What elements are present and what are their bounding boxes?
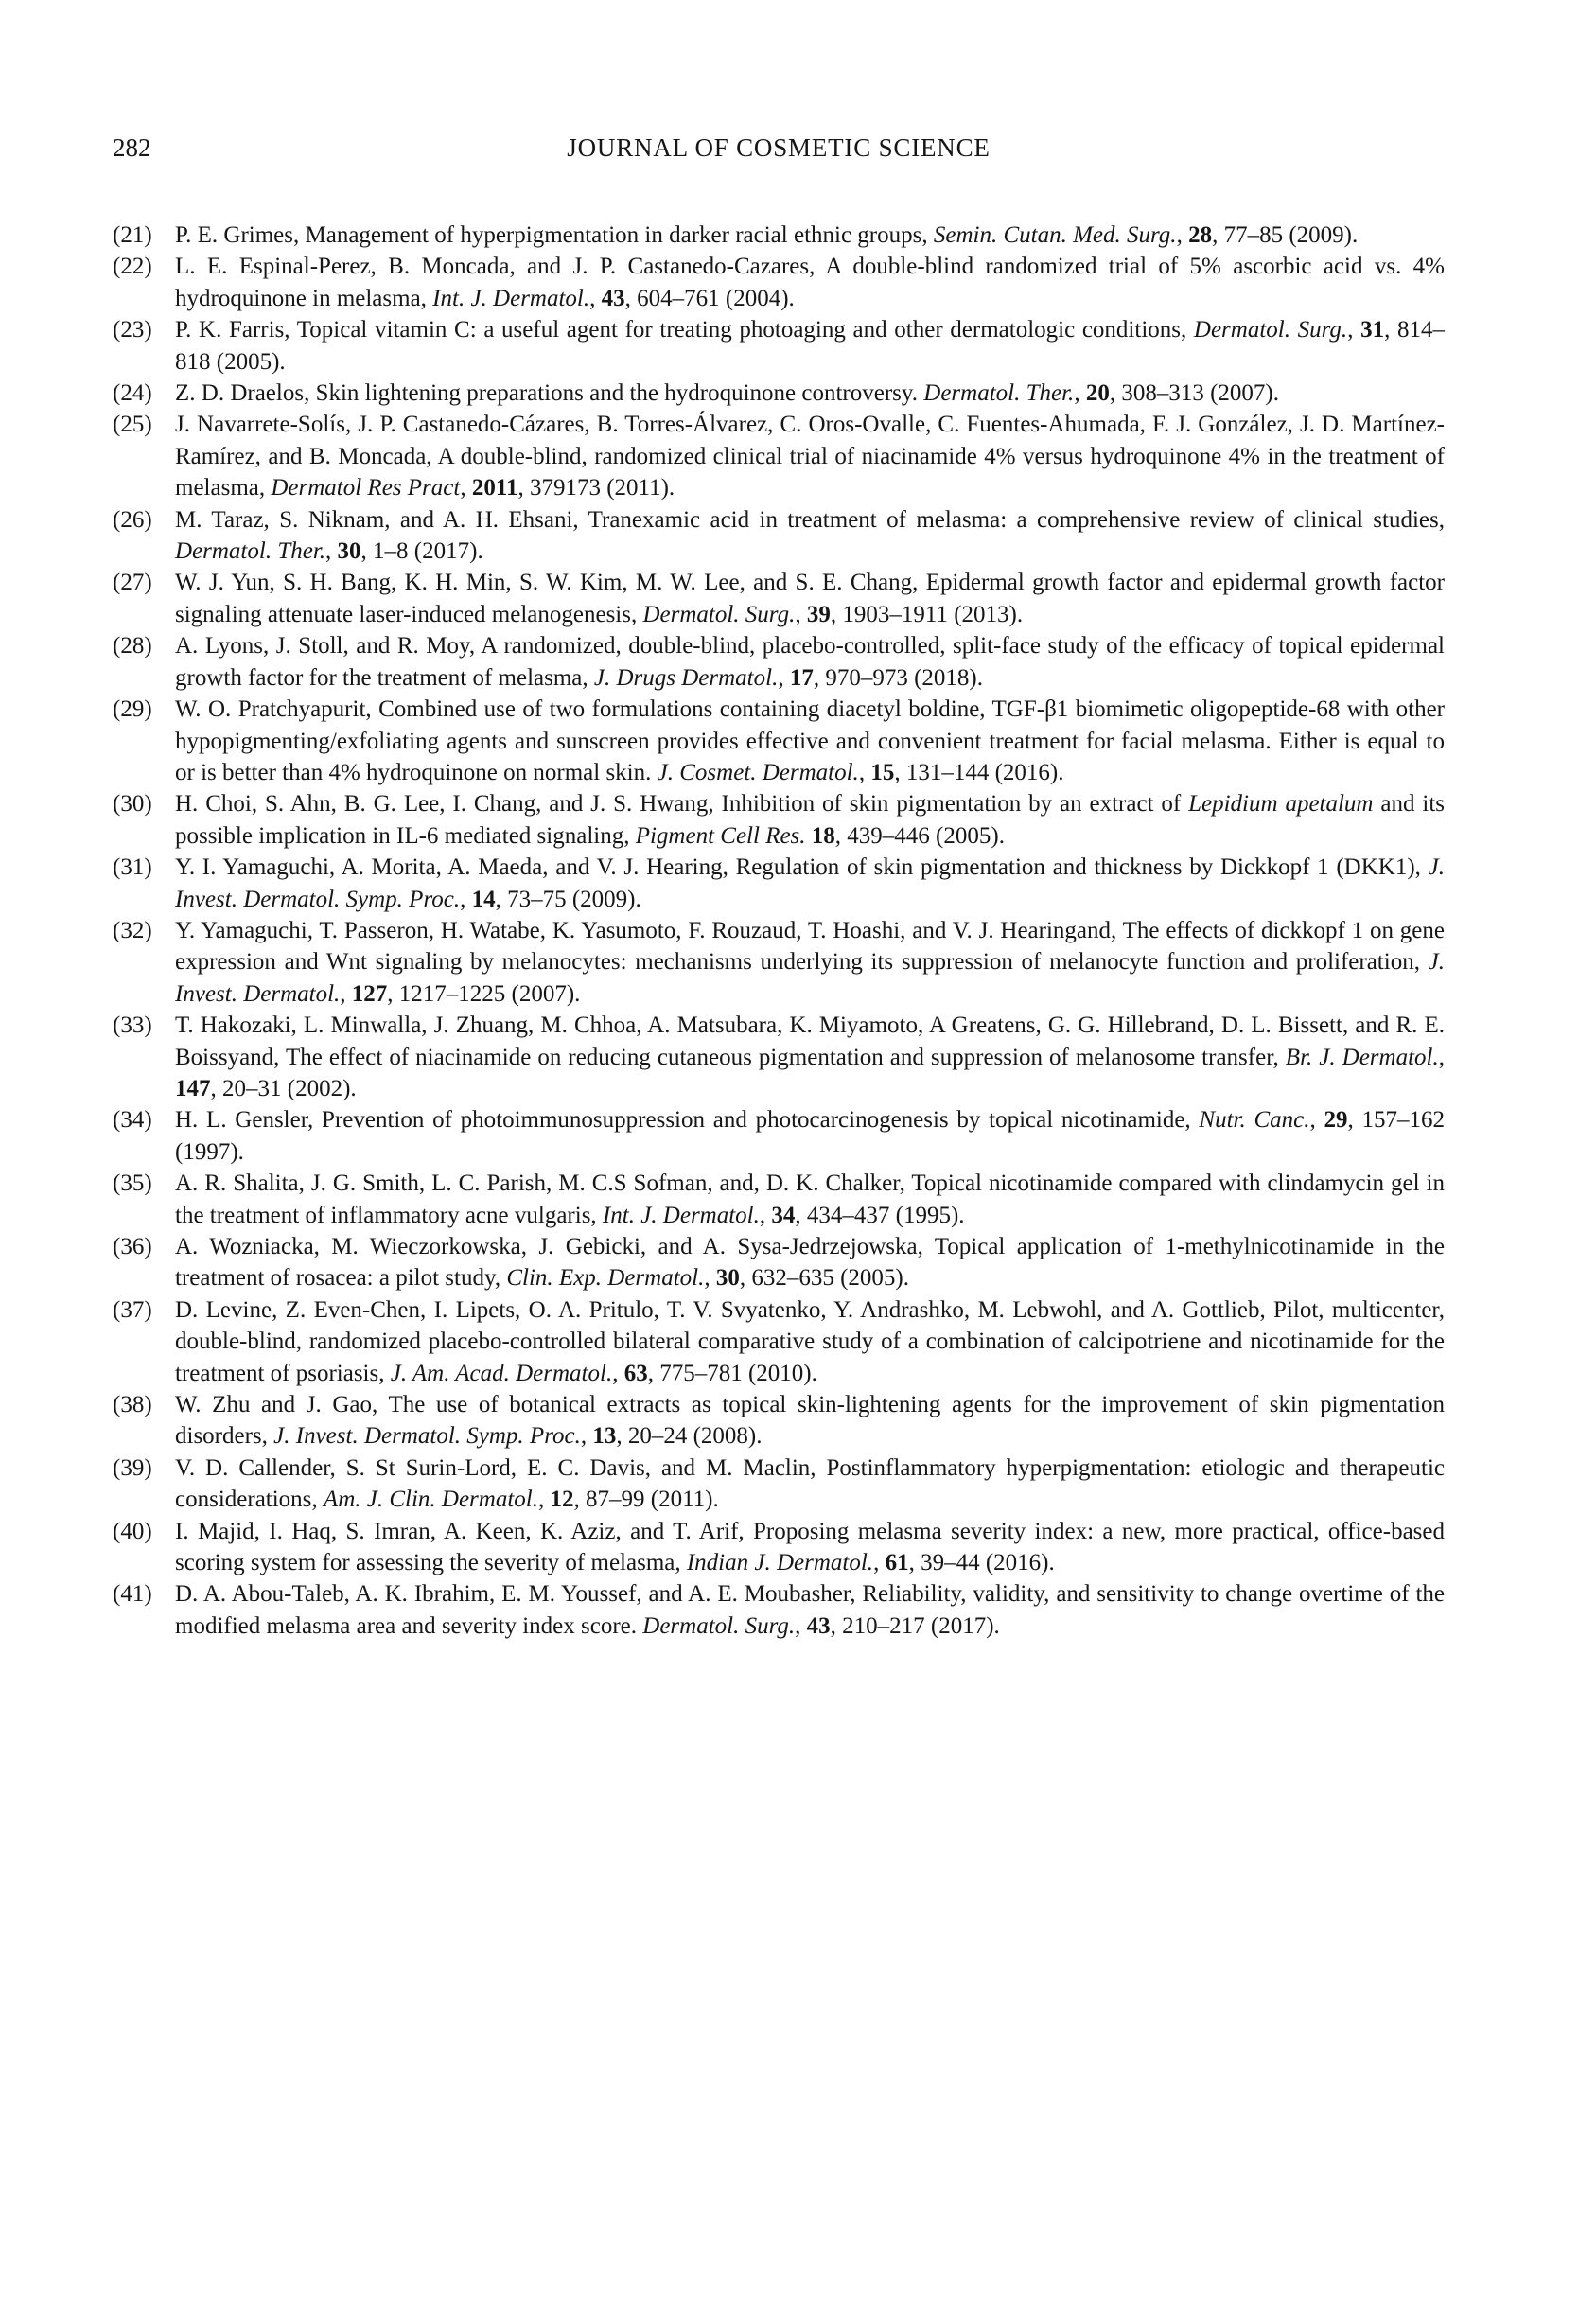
reference-item	[113, 378, 1445, 409]
reference-text-plain: J. Navarrete-Solís, J. P. Castanedo-Cázares, B. Torres-Álvarez, C. Oros-Ovalle, C. Fuentes-Ahumada, F. J. González, J. D. Martínez-Ramírez, and B. Moncada, A double-blind, randomized clinical trial of niacinamide 4% versus hydroquinone 4% in the treatment of melasma,	[175, 412, 1445, 502]
reference-text-italic: J. Cosmet. Dermatol.	[657, 759, 859, 785]
reference-item	[113, 630, 1445, 694]
reference-text-plain: ,	[778, 664, 790, 691]
reference-text-italic: Dermatol. Surg.	[1193, 317, 1348, 343]
reference-text-plain: , 775–781 (2010).	[647, 1360, 817, 1386]
reference-text-plain: , 39–44 (2016).	[908, 1550, 1055, 1576]
reference-text-plain: , 604–761 (2004).	[624, 285, 795, 311]
reference-text-plain: and its possible implication in IL-6 mediated signaling,	[175, 791, 1445, 849]
reference-item	[113, 1168, 1445, 1231]
reference-text-bold: 29	[1324, 1107, 1348, 1134]
reference-text-italic: Semin. Cutan. Med. Surg.	[933, 222, 1177, 248]
reference-item	[113, 788, 1445, 852]
reference-item	[113, 1452, 1445, 1516]
reference-text-plain: ,	[460, 475, 472, 502]
reference-text-plain: , 970–973 (2018).	[813, 664, 983, 691]
reference-number: (36)	[113, 1234, 152, 1259]
reference-text-plain: ,	[795, 601, 807, 627]
reference-text-italic: Int. J. Dermatol.	[602, 1202, 760, 1228]
page-header	[113, 131, 1445, 165]
reference-text-plain: Y. Yamaguchi, T. Passeron, H. Watabe, K. Yasumoto, F. Rouzaud, T. Hoashi, and V. J. Hearingand, The effects of dickkopf 1 on gene expression and Wnt signaling by melanocytes: mechanisms underlying its suppression of melanocyte function and proliferation,	[175, 917, 1445, 976]
reference-item	[113, 915, 1445, 1010]
reference-text-plain: ,	[325, 538, 338, 565]
reference-text-italic: J. Invest. Dermatol. Symp. Proc.	[175, 854, 1445, 912]
reference-text-italic: Int. J. Dermatol.	[432, 285, 590, 311]
reference-text-plain: W. J. Yun, S. H. Bang, K. H. Min, S. W. Kim, M. W. Lee, and S. E. Chang, Epidermal growth factor and epidermal growth factor signaling attenuate laser-induced melanogenesis,	[175, 570, 1445, 627]
reference-item	[113, 1294, 1445, 1389]
reference-number: (33)	[113, 1012, 152, 1039]
reference-item	[113, 1389, 1445, 1452]
reference-text-italic: Indian J. Dermatol.	[686, 1550, 874, 1576]
reference-text-bold: 20	[1085, 380, 1110, 407]
reference-text-bold: 17	[789, 664, 814, 691]
reference-item	[113, 694, 1445, 788]
reference-text-italic: Br. J. Dermatol.	[1285, 1044, 1439, 1070]
reference-text-plain: , 87–99 (2011).	[573, 1487, 719, 1513]
reference-text-plain: ,	[1438, 1044, 1445, 1070]
reference-text-plain: ,	[340, 980, 352, 1007]
reference-text-plain: , 210–217 (2017).	[830, 1612, 1000, 1639]
reference-text-bold: 43	[601, 285, 625, 311]
reference-number: (29)	[113, 696, 152, 723]
reference-text-plain: H. Choi, S. Ahn, B. G. Lee, I. Chang, and J. S. Hwang, Inhibition of skin pigmentation by an extract of	[175, 791, 1189, 818]
reference-text-plain: M. Taraz, S. Niknam, and A. H. Ehsani, Tranexamic acid in treatment of melasma: a comprehensive review of clinical studies,	[175, 506, 1445, 533]
reference-number: (37)	[113, 1296, 152, 1323]
reference-text-bold: 14	[471, 886, 496, 912]
reference-text-plain: ,	[589, 285, 602, 311]
reference-text-plain: ,	[858, 759, 871, 785]
reference-number: (26)	[113, 506, 152, 533]
reference-number: (32)	[113, 917, 152, 943]
references-list	[113, 220, 1445, 1642]
reference-number: (31)	[113, 854, 152, 881]
reference-text-plain: , 1217–1225 (2007).	[387, 980, 581, 1007]
reference-text-plain: , 20–31 (2002).	[210, 1075, 357, 1101]
reference-text-plain: A. R. Shalita, J. G. Smith, L. C. Parish, M. C.S Sofman, and, D. K. Chalker, Topical nicotinamide compared with clindamycin gel in the treatment of inflammatory acne vulgaris,	[175, 1171, 1445, 1228]
reference-text-bold: 61	[885, 1550, 909, 1576]
reference-item	[113, 567, 1445, 630]
reference-text-plain: , 632–635 (2005).	[739, 1265, 910, 1292]
reference-text-plain: L. E. Espinal-Perez, B. Moncada, and J. P. Castanedo-Cazares, A double-blind randomized trial of 5% ascorbic acid vs. 4% hydroquinone in melasma,	[175, 254, 1445, 311]
reference-text-italic: Dermatol. Surg.	[642, 1612, 796, 1639]
reference-text-plain: , 157–162 (1997).	[175, 1107, 1446, 1165]
reference-item	[113, 220, 1445, 251]
reference-text-plain: , 434–437 (1995).	[795, 1202, 965, 1228]
reference-text-italic: Dermatol. Ther.	[175, 538, 326, 565]
reference-text-italic: Clin. Exp. Dermatol.	[506, 1265, 705, 1292]
reference-item	[113, 409, 1445, 503]
reference-text-plain: , 77–85 (2009).	[1212, 222, 1359, 248]
reference-text-plain: , 73–75 (2009).	[495, 886, 641, 912]
reference-number: (27)	[113, 570, 152, 596]
reference-number: (41)	[113, 1581, 152, 1608]
reference-text-plain: ,	[580, 1423, 593, 1450]
reference-text-italic: J. Am. Acad. Dermatol.	[390, 1360, 613, 1386]
reference-text-bold: 34	[771, 1202, 796, 1228]
reference-text-italic: J. Drugs Dermatol.	[593, 664, 779, 691]
reference-item	[113, 504, 1445, 568]
reference-text-plain: ,	[795, 1612, 807, 1639]
reference-number: (24)	[113, 380, 152, 407]
reference-number: (25)	[113, 412, 152, 438]
reference-text-bold: 31	[1360, 317, 1385, 343]
reference-text-plain: A. Wozniacka, M. Wieczorkowska, J. Gebicki, and A. Sysa-Jedrzejowska, Topical application of 1-methylnicotinamide in the treatment of rosacea: a pilot study,	[175, 1234, 1445, 1292]
reference-item	[113, 1104, 1445, 1168]
reference-item	[113, 1010, 1445, 1104]
reference-number: (21)	[113, 222, 152, 248]
reference-text-italic: J. Invest. Dermatol.	[175, 949, 1445, 1007]
reference-text-bold: 18	[811, 822, 835, 849]
reference-text-plain: Z. D. Draelos, Skin lightening preparations and the hydroquinone controversy.	[175, 380, 924, 407]
reference-text-italic: Pigment Cell Res.	[635, 822, 806, 849]
reference-number: (28)	[113, 633, 152, 660]
reference-text-plain: ,	[1074, 380, 1086, 407]
reference-text-italic: Am. J. Clin. Dermatol.	[323, 1487, 538, 1513]
reference-text-plain: ,	[538, 1487, 551, 1513]
reference-text-italic: Dermatol. Ther.	[923, 380, 1075, 407]
reference-text-plain: ,	[873, 1550, 886, 1576]
reference-text-plain: P. K. Farris, Topical vitamin C: a useful agent for treating photoaging and other dermatologic conditions,	[175, 317, 1194, 343]
reference-number: (23)	[113, 317, 152, 343]
reference-text-plain: W. Zhu and J. Gao, The use of botanical extracts as topical skin-lightening agents for the improvement of skin pigmentation disorders,	[175, 1392, 1445, 1450]
reference-text-italic: Lepidium apetalum	[1188, 791, 1374, 818]
reference-text-bold: 13	[592, 1423, 617, 1450]
reference-number: (38)	[113, 1392, 152, 1418]
reference-text-plain: P. E. Grimes, Management of hyperpigmentation in darker racial ethnic groups,	[175, 222, 934, 248]
page-number: 282	[113, 133, 151, 162]
reference-number: (22)	[113, 254, 152, 280]
reference-text-bold: 63	[623, 1360, 648, 1386]
reference-text-italic: Nutr. Canc.	[1199, 1107, 1310, 1134]
reference-item	[113, 251, 1445, 314]
reference-number: (40)	[113, 1518, 152, 1544]
reference-text-plain: A. Lyons, J. Stoll, and R. Moy, A randomized, double-blind, placebo-controlled, split-face study of the efficacy of topical epidermal growth factor for the treatment of melasma,	[175, 633, 1445, 691]
reference-item	[113, 314, 1445, 378]
reference-text-plain: , 131–144 (2016).	[894, 759, 1064, 785]
reference-number: (35)	[113, 1171, 152, 1197]
reference-text-bold: 12	[550, 1487, 574, 1513]
reference-text-plain: ,	[612, 1360, 624, 1386]
reference-text-plain: , 439–446 (2005).	[834, 822, 1005, 849]
reference-text-bold: 2011	[471, 475, 518, 502]
reference-text-plain: , 308–313 (2007).	[1109, 380, 1279, 407]
reference-text-plain: H. L. Gensler, Prevention of photoimmunosuppression and photocarcinogenesis by topical nicotinamide,	[175, 1107, 1200, 1134]
reference-item	[113, 852, 1445, 915]
reference-text-bold: 15	[870, 759, 895, 785]
reference-text-plain: V. D. Callender, S. St Surin-Lord, E. C. Davis, and M. Maclin, Postinflammatory hyperpigmentation: etiologic and therapeutic considerations,	[175, 1454, 1445, 1513]
reference-text-plain: D. Levine, Z. Even-Chen, I. Lipets, O. A. Pritulo, T. V. Svyatenko, Y. Andrashko, M. Lebwohl, and A. Gottlieb, Pilot, multicenter, double-blind, randomized placebo-controlled bilateral comparative study of a combination of calcipotriene and nicotinamide for the treatment of psoriasis,	[175, 1296, 1445, 1386]
reference-item	[113, 1516, 1445, 1579]
reference-text-plain: , 1–8 (2017).	[360, 538, 483, 565]
reference-text-plain: , 379173 (2011).	[517, 475, 675, 502]
reference-text-plain: Y. I. Yamaguchi, A. Morita, A. Maeda, and V. J. Hearing, Regulation of skin pigmentation and thickness by Dickkopf 1 (DKK1),	[175, 854, 1429, 881]
reference-text-plain: ,	[460, 886, 472, 912]
reference-text-bold: 127	[351, 980, 388, 1007]
reference-text-plain: W. O. Pratchyapurit, Combined use of two formulations containing diacetyl boldine, TGF-β1 biomimetic oligopeptide-68 with other hypopigmenting/exfoliating agents and sunscreen provides effective and convenient treatment for facial melasma. Either is equal to or is better than 4% hydroquinone on normal skin.	[175, 696, 1445, 785]
reference-text-plain: ,	[759, 1202, 772, 1228]
reference-text-bold: 30	[715, 1265, 740, 1292]
reference-text-plain: , 20–24 (2008).	[616, 1423, 763, 1450]
reference-text-plain: ,	[704, 1265, 716, 1292]
reference-text-plain: , 814–818 (2005).	[175, 317, 1445, 375]
reference-number: (30)	[113, 791, 152, 818]
reference-text-plain: D. A. Abou-Taleb, A. K. Ibrahim, E. M. Youssef, and A. E. Moubasher, Reliability, validity, and sensitivity to change overtime of the modified melasma area and severity index score.	[175, 1581, 1445, 1639]
reference-text-plain: I. Majid, I. Haq, S. Imran, A. Keen, K. Aziz, and T. Arif, Proposing melasma severity index: a new, more practical, office-based scoring system for assessing the severity of melasma,	[175, 1518, 1445, 1576]
reference-text-plain: T. Hakozaki, L. Minwalla, J. Zhuang, M. Chhoa, A. Matsubara, K. Miyamoto, A Greatens, G. G. Hillebrand, D. L. Bissett, and R. E. Boissyand, The effect of niacinamide on reducing cutaneous pigmentation and suppression of melanosome transfer,	[175, 1012, 1445, 1070]
reference-number: (34)	[113, 1107, 152, 1134]
reference-text-italic: Dermatol. Surg.	[642, 601, 796, 627]
reference-text-bold: 39	[806, 601, 831, 627]
reference-text-plain: ,	[1347, 317, 1361, 343]
reference-number: (39)	[113, 1454, 152, 1481]
reference-text-plain: ,	[1309, 1107, 1324, 1134]
reference-text-italic: J. Invest. Dermatol. Symp. Proc.	[273, 1423, 581, 1450]
reference-item	[113, 1578, 1445, 1642]
reference-text-bold: 43	[806, 1612, 831, 1639]
reference-text-bold: 30	[337, 538, 361, 565]
reference-text-bold: 28	[1188, 222, 1213, 248]
reference-text-plain: , 1903–1911 (2013).	[830, 601, 1024, 627]
journal-title: JOURNAL OF COSMETIC SCIENCE	[567, 133, 991, 162]
reference-text-italic: Dermatol Res Pract	[271, 475, 461, 502]
reference-text-bold: 147	[175, 1075, 211, 1101]
reference-text-plain: ,	[1176, 222, 1189, 248]
reference-item	[113, 1231, 1445, 1294]
